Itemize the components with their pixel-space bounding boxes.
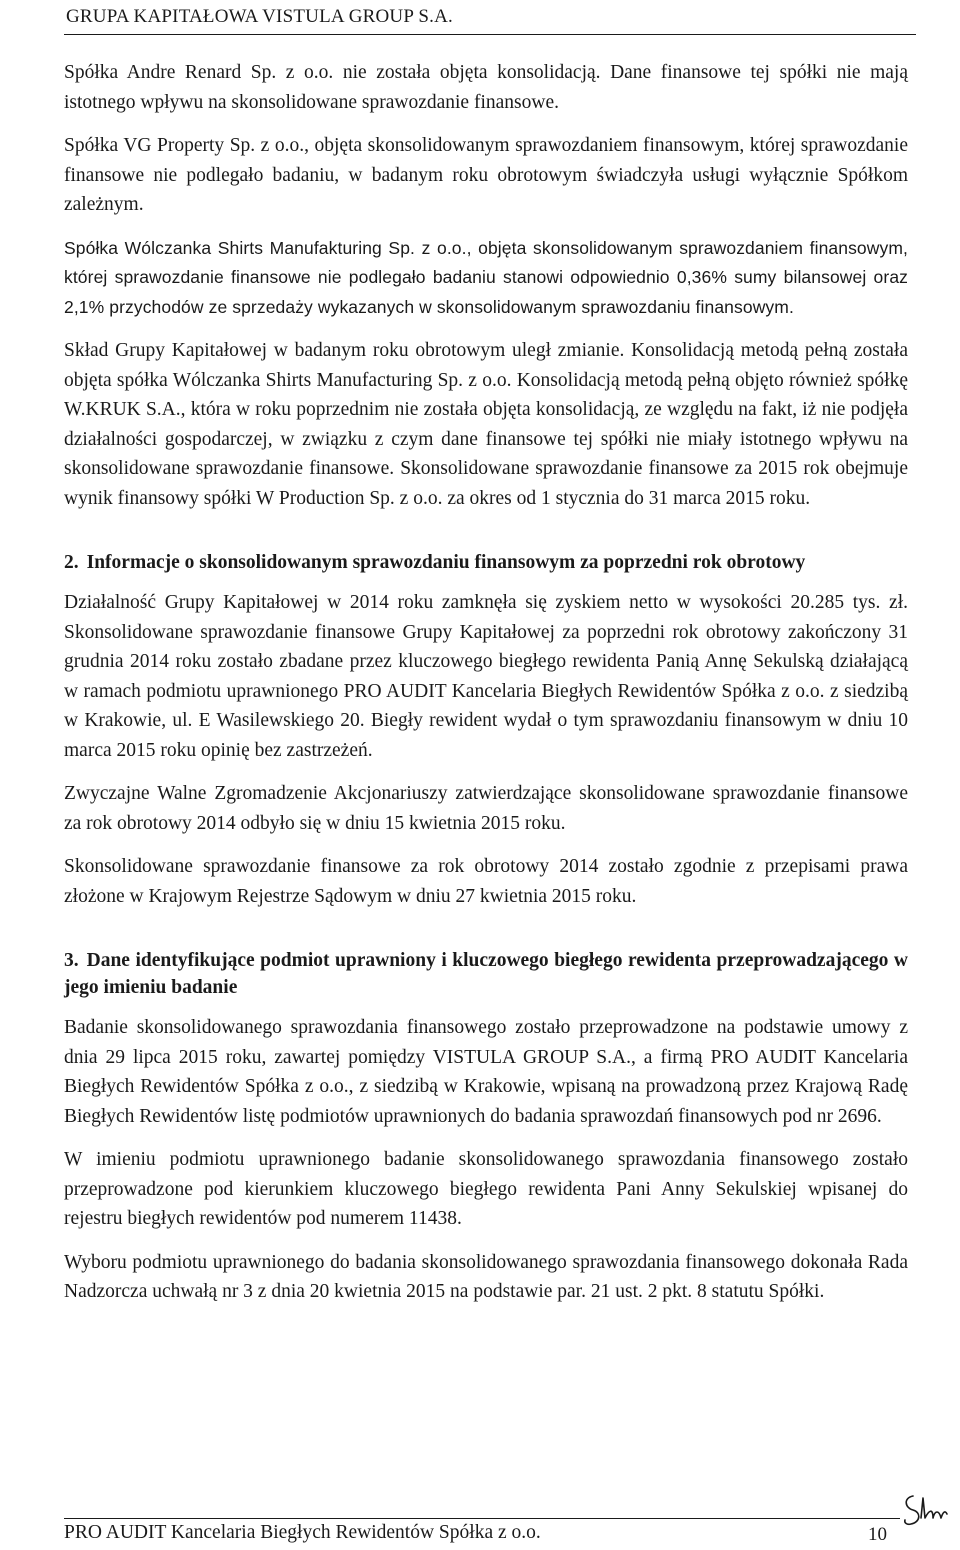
section-3-paragraph-1: Badanie skonsolidowanego sprawozdania finansowego zostało przeprowadzone na podstawie umowy z dnia 29 lipca 2015 roku, zawartej pomiędzy VISTULA GROUP S.A., a firmą PRO AUDIT Kancelaria Biegłych Rewidentów Spółka z o.o., z siedzibą w Krakowie, wpisaną na prowadzoną przez Krajową Radę Biegłych Rewidentów listę podmiotów uprawnionych do badania sprawozdań finansowych pod nr 2696. [64,1017,908,1127]
spacer [64,527,908,549]
section-3-paragraph-2: W imieniu podmiotu uprawnionego badanie skonsolidowanego sprawozdania finansowego zostało przeprowadzone pod kierunkiem kluczowego biegłego rewidenta Pani Anny Sekulskiej wpisanej do rejestru biegłych rewidentów pod numerem 11438. [64,1149,908,1229]
header-divider [64,34,916,35]
paragraph-wolczanka: Spółka Wólczanka Shirts Manufakturing Sp. z o.o., objęta skonsolidowanym sprawozdaniem finansowym, której sprawozdanie finansowe nie podlegało badaniu stanowi odpowiednio 0,36% sumy bilansowej oraz 2,1% przychodów ze sprzedaży wykazanych w skonsolidowanym sprawozdaniu finansowym. [64,237,908,317]
section-3-number: 3. [64,950,79,971]
section-2-number: 2. [64,552,79,573]
paragraph-vg-property: Spółka VG Property Sp. z o.o., objęta skonsolidowanym sprawozdaniem finansowym, której sprawozdanie finansowe nie podlegało badaniu, w badanym roku obrotowym świadczyła usługi wyłącznie Spółkom zależnym. [64,135,908,215]
section-2-paragraph-2: Zwyczajne Walne Zgromadzenie Akcjonariuszy zatwierdzające skonsolidowane sprawozdanie finansowe za rok obrotowy 2014 odbyło się w dniu 15 kwietnia 2015 roku. [64,783,908,834]
document-body [64,58,908,1321]
section-3-title: Dane identyfikujące podmiot uprawniony i kluczowego biegłego rewidenta przeprowadzającego w jego imieniu badanie [64,950,908,998]
section-2-heading [64,549,908,576]
footer-company: PRO AUDIT Kancelaria Biegłych Rewidentów Spółka z o.o. [64,1522,541,1543]
footer-divider [64,1518,900,1519]
document-header: GRUPA KAPITAŁOWA VISTULA GROUP S.A. [66,6,453,27]
section-2-paragraph-3: Skonsolidowane sprawozdanie finansowe za rok obrotowy 2014 zostało zgodnie z przepisami prawa złożone w Krajowym Rejestrze Sądowym w dniu 27 kwietnia 2015 roku. [64,856,908,907]
paragraph-group-composition: Skład Grupy Kapitałowej w badanym roku obrotowym uległ zmianie. Konsolidacją metodą pełną została objęta spółka Wólczanka Shirts Manufacturing Sp. z o.o. Konsolidacją metodą pełną objęto również spółkę W.KRUK S.A., która w roku poprzednim nie została objęta konsolidacją, ze względu na fakt, iż nie podjęła działalności gospodarczej, w związku z czym dane finansowe tej spółki nie miały istotnego wpływu na skonsolidowane sprawozdanie finansowe. Skonsolidowane sprawozdanie finansowe za 2015 rok obejmuje wynik finansowy spółki W Production Sp. z o.o. za okres od 1 stycznia do 31 marca 2015 roku. [64,340,908,509]
section-2-paragraph-1: Działalność Grupy Kapitałowej w 2014 roku zamknęła się zyskiem netto w wysokości 20.285 tys. zł. Skonsolidowane sprawozdanie finansowe Grupy Kapitałowej za poprzedni rok obrotowy zakończony 31 grudnia 2014 roku zostało zbadane przez kluczowego biegłego rewidenta Panią Annę Sekulską działającą w ramach podmiotu uprawnionego PRO AUDIT Kancelaria Biegłych Rewidentów Spółka z o.o. z siedzibą w Krakowie, ul. E Wasilewskiego 20. Biegły rewident wydał o tym sprawozdaniu finansowym w dniu 10 marca 2015 roku opinię bez zastrzeżeń. [64,592,908,761]
spacer [64,925,908,947]
paragraph-andre-renard: Spółka Andre Renard Sp. z o.o. nie została objęta konsolidacją. Dane finansowe tej spółki nie mają istotnego wpływu na skonsolidowane sprawozdanie finansowe. [64,62,908,113]
page-number: 10 [868,1524,887,1545]
section-3-heading [64,947,908,1001]
handwritten-signature [899,1488,951,1532]
section-2-title: Informacje o skonsolidowanym sprawozdaniu finansowym za poprzedni rok obrotowy [86,552,806,573]
section-3-paragraph-3: Wyboru podmiotu uprawnionego do badania skonsolidowanego sprawozdania finansowego dokonała Rada Nadzorcza uchwałą nr 3 z dnia 20 kwietnia 2015 na podstawie par. 21 ust. 2 pkt. 8 statutu Spółki. [64,1251,908,1302]
